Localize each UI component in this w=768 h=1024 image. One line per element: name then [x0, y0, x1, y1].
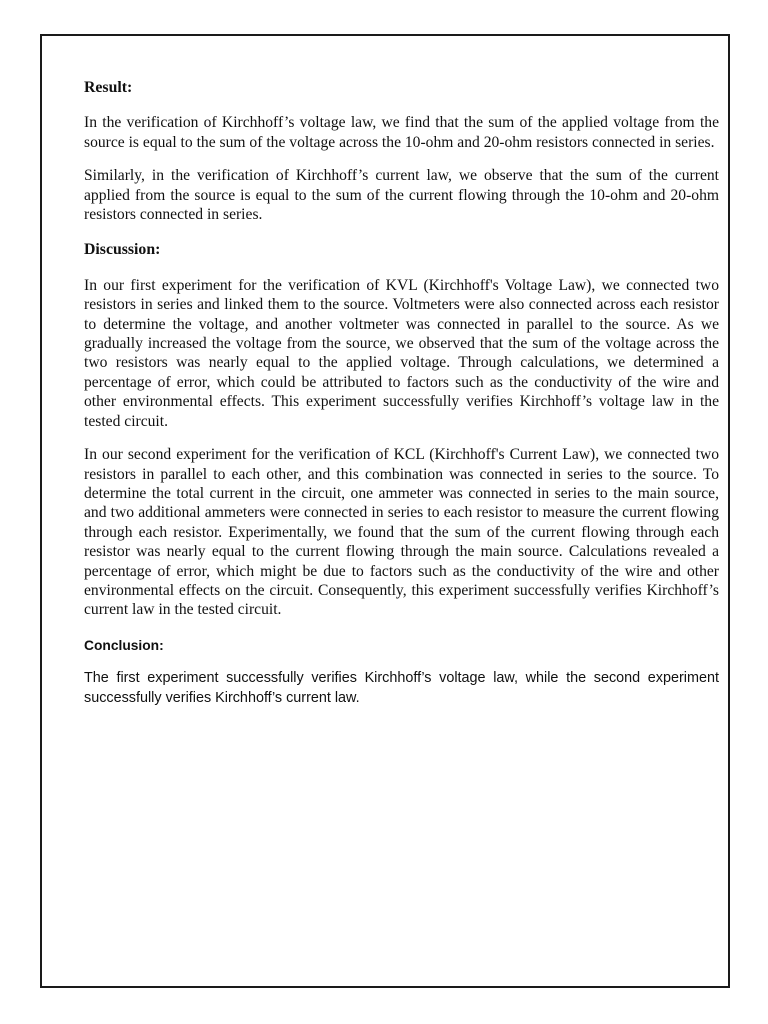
conclusion-paragraph: The first experiment successfully verifies Kirchhoff’s voltage law, while the second experiment successfully verifies Kirchhoff’s current law.	[84, 669, 719, 706]
result-paragraph-1: In the verification of Kirchhoff’s voltage law, we find that the sum of the applied voltage from the source is equal to the sum of the voltage across the 10-ohm and 20-ohm resistors connected in series.	[84, 114, 719, 151]
discussion-section	[84, 240, 719, 619]
result-section	[84, 78, 719, 224]
result-heading: Result:	[84, 79, 133, 96]
conclusion-heading: Conclusion:	[84, 637, 164, 653]
discussion-paragraph-2: In our second experiment for the verification of KCL (Kirchhoff's Current Law), we connected two resistors in parallel to each other, and this combination was connected in series to the source. To determine the total current in the circuit, one ammeter was connected in series to the main source, and two additional ammeters were connected in series to each resistor to measure the current flowing through each resistor. Experimentally, we found that the sum of the current flowing through each resistor was nearly equal to the current flowing through the main source. Calculations revealed a percentage of error, which might be due to factors such as the conductivity of the wire and other environmental effects on the circuit. Consequently, this experiment successfully verifies Kirchhoff’s current law in the tested circuit.	[84, 446, 719, 619]
discussion-heading: Discussion:	[84, 241, 161, 259]
document-body	[84, 78, 719, 708]
result-paragraph-2: Similarly, in the verification of Kirchhoff’s current law, we observe that the sum of the current applied from the source is equal to the sum of the current flowing through the 10-ohm and 20-ohm resistors connected in series.	[84, 167, 719, 224]
discussion-paragraph-1: In our first experiment for the verification of KVL (Kirchhoff's Voltage Law), we connected two resistors in series and linked them to the source. Voltmeters were also connected across each resistor to determine the voltage, and another voltmeter was connected in parallel to the source. As we gradually increased the voltage from the source, we observed that the sum of the voltage across the two resistors was nearly equal to the applied voltage. Through calculations, we determined a percentage of error, which could be attributed to factors such as the conductivity of the wire and other environmental effects. This experiment successfully verifies Kirchhoff’s voltage law in the tested circuit.	[84, 276, 719, 430]
conclusion-section	[84, 636, 719, 708]
